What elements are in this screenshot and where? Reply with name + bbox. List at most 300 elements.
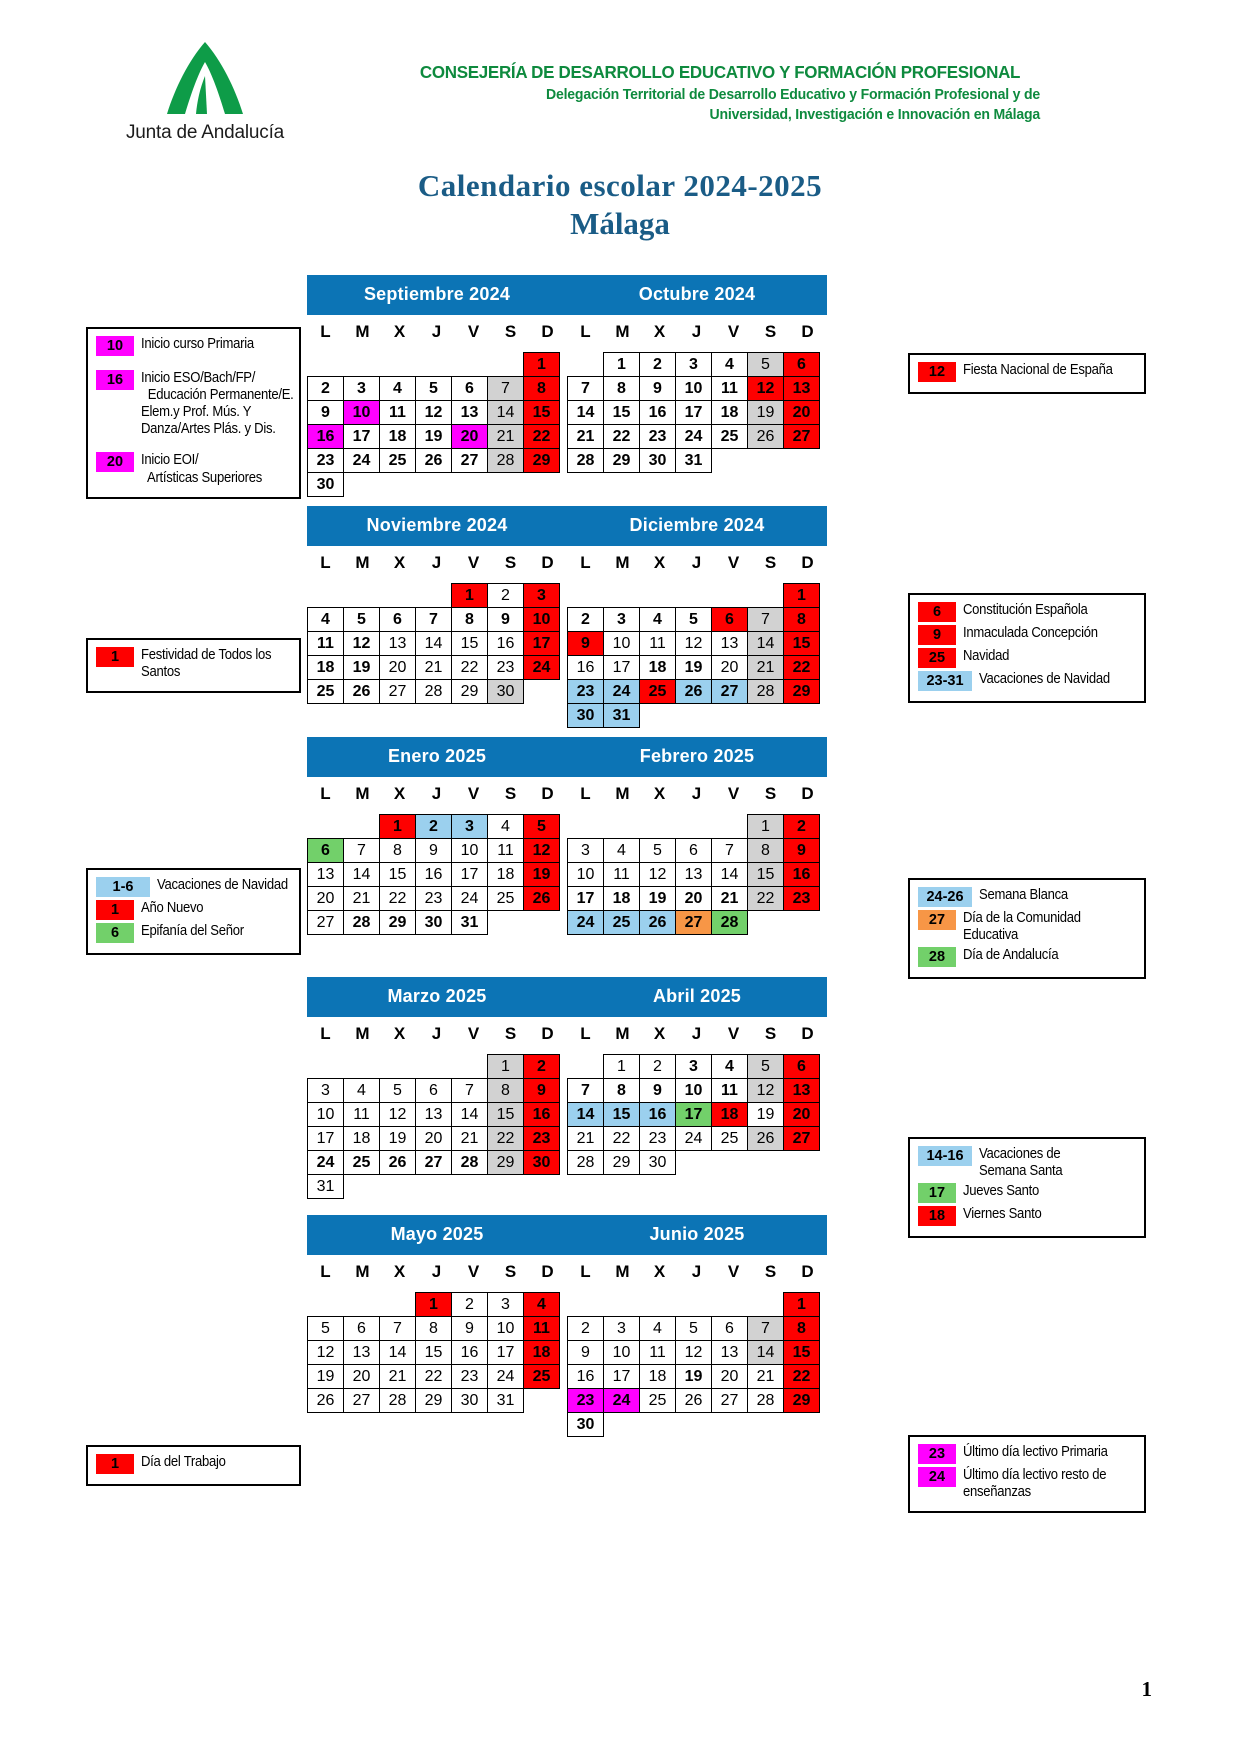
day-cell[interactable]: 22 — [379, 886, 416, 911]
day-cell[interactable]: 2 — [487, 583, 524, 608]
day-cell[interactable]: 13 — [451, 400, 488, 425]
day-cell[interactable]: 5 — [675, 1316, 712, 1341]
day-cell[interactable]: 14 — [747, 631, 784, 656]
day-cell[interactable]: 21 — [567, 1126, 604, 1151]
day-cell[interactable]: 16 — [415, 862, 452, 887]
day-cell[interactable]: 8 — [747, 838, 784, 863]
day-cell[interactable]: 20 — [343, 1364, 380, 1389]
day-cell[interactable]: 9 — [523, 1078, 560, 1103]
day-cell[interactable]: 17 — [487, 1340, 524, 1365]
day-cell[interactable]: 30 — [487, 679, 524, 704]
day-cell[interactable]: 14 — [379, 1340, 416, 1365]
day-cell[interactable]: 16 — [487, 631, 524, 656]
day-cell[interactable]: 17 — [675, 400, 712, 425]
day-cell[interactable]: 1 — [783, 583, 820, 608]
day-cell[interactable]: 23 — [451, 1364, 488, 1389]
day-cell[interactable]: 20 — [783, 1102, 820, 1127]
day-cell[interactable]: 7 — [747, 607, 784, 632]
day-cell[interactable]: 15 — [783, 1340, 820, 1365]
day-cell[interactable]: 26 — [675, 679, 712, 704]
day-cell[interactable]: 15 — [783, 631, 820, 656]
day-cell[interactable]: 9 — [567, 1340, 604, 1365]
day-cell[interactable]: 14 — [567, 400, 604, 425]
day-cell[interactable]: 6 — [415, 1078, 452, 1103]
day-cell[interactable]: 2 — [639, 1054, 676, 1079]
day-cell[interactable]: 2 — [567, 607, 604, 632]
day-cell[interactable]: 1 — [783, 1292, 820, 1317]
day-cell[interactable]: 30 — [415, 910, 452, 935]
day-cell[interactable]: 22 — [783, 655, 820, 680]
day-cell[interactable]: 14 — [343, 862, 380, 887]
day-cell[interactable]: 3 — [567, 838, 604, 863]
day-cell[interactable]: 31 — [487, 1388, 524, 1413]
day-cell[interactable]: 28 — [451, 1150, 488, 1175]
day-cell[interactable]: 12 — [307, 1340, 344, 1365]
day-cell[interactable]: 9 — [415, 838, 452, 863]
day-cell[interactable]: 21 — [415, 655, 452, 680]
day-cell[interactable]: 19 — [675, 1364, 712, 1389]
day-cell[interactable]: 20 — [415, 1126, 452, 1151]
day-cell[interactable]: 4 — [379, 376, 416, 401]
day-cell[interactable]: 26 — [343, 679, 380, 704]
day-cell[interactable]: 21 — [747, 1364, 784, 1389]
day-cell[interactable]: 7 — [451, 1078, 488, 1103]
day-cell[interactable]: 21 — [379, 1364, 416, 1389]
day-cell[interactable]: 19 — [675, 655, 712, 680]
day-cell[interactable]: 14 — [747, 1340, 784, 1365]
day-cell[interactable]: 6 — [379, 607, 416, 632]
day-cell[interactable]: 15 — [603, 1102, 640, 1127]
day-cell[interactable]: 13 — [783, 1078, 820, 1103]
day-cell[interactable]: 7 — [343, 838, 380, 863]
day-cell[interactable]: 6 — [343, 1316, 380, 1341]
day-cell[interactable]: 26 — [675, 1388, 712, 1413]
day-cell[interactable]: 24 — [523, 655, 560, 680]
day-cell[interactable]: 20 — [379, 655, 416, 680]
day-cell[interactable]: 30 — [639, 448, 676, 473]
day-cell[interactable]: 4 — [639, 1316, 676, 1341]
day-cell[interactable]: 10 — [567, 862, 604, 887]
day-cell[interactable]: 17 — [451, 862, 488, 887]
day-cell[interactable]: 23 — [415, 886, 452, 911]
day-cell[interactable]: 29 — [783, 679, 820, 704]
day-cell[interactable]: 14 — [711, 862, 748, 887]
day-cell[interactable]: 16 — [307, 424, 344, 449]
day-cell[interactable]: 28 — [415, 679, 452, 704]
day-cell[interactable]: 26 — [747, 424, 784, 449]
day-cell[interactable]: 22 — [523, 424, 560, 449]
day-cell[interactable]: 6 — [675, 838, 712, 863]
day-cell[interactable]: 31 — [307, 1174, 344, 1199]
day-cell[interactable]: 25 — [307, 679, 344, 704]
day-cell[interactable]: 12 — [747, 376, 784, 401]
day-cell[interactable]: 28 — [567, 448, 604, 473]
day-cell[interactable]: 28 — [567, 1150, 604, 1175]
day-cell[interactable]: 13 — [307, 862, 344, 887]
day-cell[interactable]: 8 — [379, 838, 416, 863]
day-cell[interactable]: 16 — [567, 655, 604, 680]
day-cell[interactable]: 6 — [783, 1054, 820, 1079]
day-cell[interactable]: 13 — [711, 631, 748, 656]
day-cell[interactable]: 3 — [307, 1078, 344, 1103]
day-cell[interactable]: 20 — [783, 400, 820, 425]
day-cell[interactable]: 7 — [487, 376, 524, 401]
day-cell[interactable]: 18 — [639, 1364, 676, 1389]
day-cell[interactable]: 8 — [487, 1078, 524, 1103]
day-cell[interactable]: 4 — [307, 607, 344, 632]
day-cell[interactable]: 5 — [307, 1316, 344, 1341]
day-cell[interactable]: 30 — [567, 703, 604, 728]
day-cell[interactable]: 15 — [379, 862, 416, 887]
day-cell[interactable]: 5 — [639, 838, 676, 863]
day-cell[interactable]: 20 — [711, 1364, 748, 1389]
day-cell[interactable]: 8 — [603, 376, 640, 401]
day-cell[interactable]: 1 — [747, 814, 784, 839]
day-cell[interactable]: 21 — [747, 655, 784, 680]
day-cell[interactable]: 1 — [379, 814, 416, 839]
day-cell[interactable]: 12 — [415, 400, 452, 425]
day-cell[interactable]: 29 — [451, 679, 488, 704]
day-cell[interactable]: 1 — [451, 583, 488, 608]
day-cell[interactable]: 12 — [675, 1340, 712, 1365]
day-cell[interactable]: 29 — [603, 1150, 640, 1175]
day-cell[interactable]: 26 — [379, 1150, 416, 1175]
day-cell[interactable]: 14 — [415, 631, 452, 656]
day-cell[interactable]: 19 — [747, 400, 784, 425]
day-cell[interactable]: 2 — [451, 1292, 488, 1317]
day-cell[interactable]: 26 — [415, 448, 452, 473]
day-cell[interactable]: 30 — [639, 1150, 676, 1175]
day-cell[interactable]: 5 — [747, 1054, 784, 1079]
day-cell[interactable]: 18 — [711, 1102, 748, 1127]
day-cell[interactable]: 19 — [747, 1102, 784, 1127]
day-cell[interactable]: 24 — [307, 1150, 344, 1175]
day-cell[interactable]: 13 — [783, 376, 820, 401]
day-cell[interactable]: 18 — [379, 424, 416, 449]
day-cell[interactable]: 24 — [675, 1126, 712, 1151]
day-cell[interactable]: 5 — [343, 607, 380, 632]
day-cell[interactable]: 13 — [711, 1340, 748, 1365]
day-cell[interactable]: 31 — [451, 910, 488, 935]
day-cell[interactable]: 27 — [415, 1150, 452, 1175]
day-cell[interactable]: 12 — [747, 1078, 784, 1103]
day-cell[interactable]: 29 — [415, 1388, 452, 1413]
day-cell[interactable]: 25 — [711, 1126, 748, 1151]
day-cell[interactable]: 27 — [783, 1126, 820, 1151]
day-cell[interactable]: 12 — [343, 631, 380, 656]
day-cell[interactable]: 10 — [675, 376, 712, 401]
day-cell[interactable]: 16 — [639, 1102, 676, 1127]
day-cell[interactable]: 14 — [487, 400, 524, 425]
day-cell[interactable]: 16 — [783, 862, 820, 887]
day-cell[interactable]: 1 — [415, 1292, 452, 1317]
day-cell[interactable]: 6 — [451, 376, 488, 401]
day-cell[interactable]: 1 — [603, 1054, 640, 1079]
day-cell[interactable]: 22 — [603, 424, 640, 449]
day-cell[interactable]: 18 — [639, 655, 676, 680]
day-cell[interactable]: 23 — [639, 424, 676, 449]
day-cell[interactable]: 7 — [567, 1078, 604, 1103]
day-cell[interactable]: 25 — [711, 424, 748, 449]
day-cell[interactable]: 7 — [567, 376, 604, 401]
day-cell[interactable]: 9 — [783, 838, 820, 863]
day-cell[interactable]: 21 — [711, 886, 748, 911]
day-cell[interactable]: 27 — [379, 679, 416, 704]
day-cell[interactable]: 20 — [451, 424, 488, 449]
day-cell[interactable]: 17 — [603, 655, 640, 680]
day-cell[interactable]: 15 — [523, 400, 560, 425]
day-cell[interactable]: 5 — [415, 376, 452, 401]
day-cell[interactable]: 13 — [343, 1340, 380, 1365]
day-cell[interactable]: 25 — [639, 679, 676, 704]
day-cell[interactable]: 26 — [307, 1388, 344, 1413]
day-cell[interactable]: 11 — [711, 1078, 748, 1103]
day-cell[interactable]: 20 — [307, 886, 344, 911]
day-cell[interactable]: 1 — [523, 352, 560, 377]
day-cell[interactable]: 26 — [639, 910, 676, 935]
day-cell[interactable]: 9 — [567, 631, 604, 656]
day-cell[interactable]: 8 — [451, 607, 488, 632]
day-cell[interactable]: 28 — [711, 910, 748, 935]
day-cell[interactable]: 25 — [487, 886, 524, 911]
day-cell[interactable]: 24 — [487, 1364, 524, 1389]
day-cell[interactable]: 16 — [639, 400, 676, 425]
day-cell[interactable]: 20 — [711, 655, 748, 680]
day-cell[interactable]: 19 — [523, 862, 560, 887]
day-cell[interactable]: 9 — [487, 607, 524, 632]
day-cell[interactable]: 4 — [523, 1292, 560, 1317]
day-cell[interactable]: 28 — [747, 1388, 784, 1413]
day-cell[interactable]: 18 — [523, 1340, 560, 1365]
day-cell[interactable]: 24 — [603, 679, 640, 704]
day-cell[interactable]: 17 — [567, 886, 604, 911]
day-cell[interactable]: 19 — [343, 655, 380, 680]
day-cell[interactable]: 18 — [711, 400, 748, 425]
day-cell[interactable]: 26 — [523, 886, 560, 911]
day-cell[interactable]: 18 — [603, 886, 640, 911]
day-cell[interactable]: 27 — [783, 424, 820, 449]
day-cell[interactable]: 11 — [639, 631, 676, 656]
day-cell[interactable]: 28 — [487, 448, 524, 473]
day-cell[interactable]: 3 — [523, 583, 560, 608]
day-cell[interactable]: 8 — [415, 1316, 452, 1341]
day-cell[interactable]: 29 — [783, 1388, 820, 1413]
day-cell[interactable]: 17 — [523, 631, 560, 656]
day-cell[interactable]: 4 — [711, 352, 748, 377]
day-cell[interactable]: 11 — [487, 838, 524, 863]
day-cell[interactable]: 2 — [783, 814, 820, 839]
day-cell[interactable]: 13 — [675, 862, 712, 887]
day-cell[interactable]: 15 — [451, 631, 488, 656]
day-cell[interactable]: 4 — [711, 1054, 748, 1079]
day-cell[interactable]: 25 — [603, 910, 640, 935]
day-cell[interactable]: 30 — [523, 1150, 560, 1175]
day-cell[interactable]: 3 — [675, 352, 712, 377]
day-cell[interactable]: 9 — [307, 400, 344, 425]
day-cell[interactable]: 24 — [603, 1388, 640, 1413]
day-cell[interactable]: 11 — [523, 1316, 560, 1341]
day-cell[interactable]: 15 — [603, 400, 640, 425]
day-cell[interactable]: 10 — [307, 1102, 344, 1127]
day-cell[interactable]: 20 — [675, 886, 712, 911]
day-cell[interactable]: 6 — [711, 607, 748, 632]
day-cell[interactable]: 29 — [603, 448, 640, 473]
day-cell[interactable]: 2 — [415, 814, 452, 839]
day-cell[interactable]: 22 — [603, 1126, 640, 1151]
day-cell[interactable]: 28 — [343, 910, 380, 935]
day-cell[interactable]: 21 — [567, 424, 604, 449]
day-cell[interactable]: 4 — [603, 838, 640, 863]
day-cell[interactable]: 31 — [603, 703, 640, 728]
day-cell[interactable]: 18 — [487, 862, 524, 887]
day-cell[interactable]: 25 — [523, 1364, 560, 1389]
day-cell[interactable]: 10 — [523, 607, 560, 632]
day-cell[interactable]: 28 — [747, 679, 784, 704]
day-cell[interactable]: 17 — [675, 1102, 712, 1127]
day-cell[interactable]: 23 — [567, 679, 604, 704]
day-cell[interactable]: 29 — [379, 910, 416, 935]
day-cell[interactable]: 13 — [415, 1102, 452, 1127]
day-cell[interactable]: 27 — [307, 910, 344, 935]
day-cell[interactable]: 15 — [415, 1340, 452, 1365]
day-cell[interactable]: 9 — [639, 1078, 676, 1103]
day-cell[interactable]: 1 — [603, 352, 640, 377]
day-cell[interactable]: 21 — [451, 1126, 488, 1151]
day-cell[interactable]: 16 — [567, 1364, 604, 1389]
day-cell[interactable]: 1 — [487, 1054, 524, 1079]
day-cell[interactable]: 12 — [523, 838, 560, 863]
day-cell[interactable]: 22 — [451, 655, 488, 680]
day-cell[interactable]: 22 — [783, 1364, 820, 1389]
day-cell[interactable]: 19 — [307, 1364, 344, 1389]
day-cell[interactable]: 26 — [747, 1126, 784, 1151]
day-cell[interactable]: 19 — [639, 886, 676, 911]
day-cell[interactable]: 3 — [675, 1054, 712, 1079]
day-cell[interactable]: 12 — [639, 862, 676, 887]
day-cell[interactable]: 10 — [675, 1078, 712, 1103]
day-cell[interactable]: 3 — [487, 1292, 524, 1317]
day-cell[interactable]: 8 — [603, 1078, 640, 1103]
day-cell[interactable]: 27 — [451, 448, 488, 473]
day-cell[interactable]: 16 — [451, 1340, 488, 1365]
day-cell[interactable]: 6 — [783, 352, 820, 377]
day-cell[interactable]: 27 — [711, 679, 748, 704]
day-cell[interactable]: 29 — [523, 448, 560, 473]
day-cell[interactable]: 23 — [639, 1126, 676, 1151]
day-cell[interactable]: 3 — [451, 814, 488, 839]
day-cell[interactable]: 25 — [379, 448, 416, 473]
day-cell[interactable]: 4 — [639, 607, 676, 632]
day-cell[interactable]: 12 — [379, 1102, 416, 1127]
day-cell[interactable]: 16 — [523, 1102, 560, 1127]
day-cell[interactable]: 3 — [343, 376, 380, 401]
day-cell[interactable]: 22 — [747, 886, 784, 911]
day-cell[interactable]: 14 — [567, 1102, 604, 1127]
day-cell[interactable]: 17 — [343, 424, 380, 449]
day-cell[interactable]: 15 — [487, 1102, 524, 1127]
day-cell[interactable]: 31 — [675, 448, 712, 473]
day-cell[interactable]: 5 — [747, 352, 784, 377]
day-cell[interactable]: 28 — [379, 1388, 416, 1413]
day-cell[interactable]: 6 — [307, 838, 344, 863]
day-cell[interactable]: 27 — [675, 910, 712, 935]
day-cell[interactable]: 22 — [487, 1126, 524, 1151]
day-cell[interactable]: 5 — [379, 1078, 416, 1103]
day-cell[interactable]: 23 — [523, 1126, 560, 1151]
day-cell[interactable]: 24 — [343, 448, 380, 473]
day-cell[interactable]: 23 — [487, 655, 524, 680]
day-cell[interactable]: 10 — [603, 1340, 640, 1365]
day-cell[interactable]: 8 — [783, 1316, 820, 1341]
day-cell[interactable]: 7 — [711, 838, 748, 863]
day-cell[interactable]: 14 — [451, 1102, 488, 1127]
day-cell[interactable]: 18 — [343, 1126, 380, 1151]
day-cell[interactable]: 11 — [711, 376, 748, 401]
day-cell[interactable]: 11 — [603, 862, 640, 887]
day-cell[interactable]: 4 — [343, 1078, 380, 1103]
day-cell[interactable]: 25 — [343, 1150, 380, 1175]
day-cell[interactable]: 15 — [747, 862, 784, 887]
day-cell[interactable]: 29 — [487, 1150, 524, 1175]
day-cell[interactable]: 30 — [567, 1412, 604, 1437]
day-cell[interactable]: 22 — [415, 1364, 452, 1389]
day-cell[interactable]: 30 — [307, 472, 344, 497]
day-cell[interactable]: 10 — [487, 1316, 524, 1341]
day-cell[interactable]: 21 — [343, 886, 380, 911]
day-cell[interactable]: 23 — [783, 886, 820, 911]
day-cell[interactable]: 11 — [343, 1102, 380, 1127]
day-cell[interactable]: 2 — [567, 1316, 604, 1341]
day-cell[interactable]: 2 — [523, 1054, 560, 1079]
day-cell[interactable]: 3 — [603, 1316, 640, 1341]
day-cell[interactable]: 11 — [639, 1340, 676, 1365]
day-cell[interactable]: 7 — [747, 1316, 784, 1341]
day-cell[interactable]: 8 — [783, 607, 820, 632]
day-cell[interactable]: 19 — [379, 1126, 416, 1151]
day-cell[interactable]: 7 — [415, 607, 452, 632]
day-cell[interactable]: 11 — [379, 400, 416, 425]
day-cell[interactable]: 23 — [567, 1388, 604, 1413]
day-cell[interactable]: 4 — [487, 814, 524, 839]
day-cell[interactable]: 3 — [603, 607, 640, 632]
day-cell[interactable]: 30 — [451, 1388, 488, 1413]
day-cell[interactable]: 25 — [639, 1388, 676, 1413]
day-cell[interactable]: 23 — [307, 448, 344, 473]
day-cell[interactable]: 5 — [523, 814, 560, 839]
day-cell[interactable]: 6 — [711, 1316, 748, 1341]
day-cell[interactable]: 7 — [379, 1316, 416, 1341]
day-cell[interactable]: 27 — [343, 1388, 380, 1413]
day-cell[interactable]: 11 — [307, 631, 344, 656]
day-cell[interactable]: 10 — [451, 838, 488, 863]
day-cell[interactable]: 21 — [487, 424, 524, 449]
day-cell[interactable]: 17 — [603, 1364, 640, 1389]
day-cell[interactable]: 10 — [603, 631, 640, 656]
day-cell[interactable]: 9 — [451, 1316, 488, 1341]
day-cell[interactable]: 24 — [451, 886, 488, 911]
day-cell[interactable]: 24 — [567, 910, 604, 935]
day-cell[interactable]: 27 — [711, 1388, 748, 1413]
day-cell[interactable]: 10 — [343, 400, 380, 425]
day-cell[interactable]: 18 — [307, 655, 344, 680]
day-cell[interactable]: 19 — [415, 424, 452, 449]
day-cell[interactable]: 2 — [307, 376, 344, 401]
day-cell[interactable]: 8 — [523, 376, 560, 401]
day-cell[interactable]: 24 — [675, 424, 712, 449]
day-cell[interactable]: 17 — [307, 1126, 344, 1151]
day-cell[interactable]: 5 — [675, 607, 712, 632]
day-cell[interactable]: 13 — [379, 631, 416, 656]
